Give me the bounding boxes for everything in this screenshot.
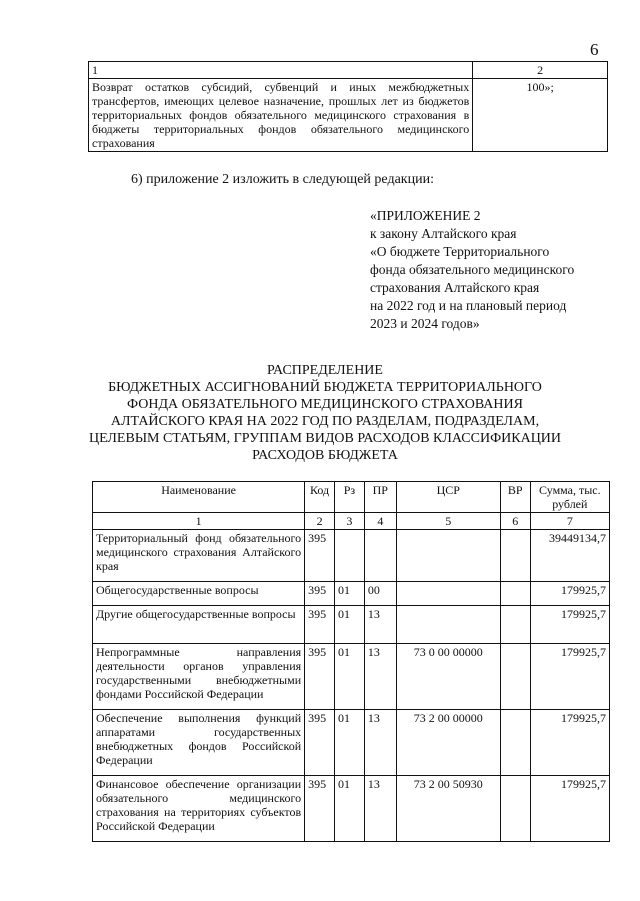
cell-kod: 395 bbox=[305, 644, 335, 710]
cell-csr bbox=[396, 530, 500, 582]
top-table-col1-number: 1 bbox=[89, 62, 473, 79]
cell-rz: 01 bbox=[335, 644, 365, 710]
table-row bbox=[93, 644, 610, 710]
title-line: БЮДЖЕТНЫХ АССИГНОВАНИЙ БЮДЖЕТА ТЕРРИТОРИАЛЬНОГО bbox=[108, 380, 542, 395]
header-name: Наименование bbox=[93, 482, 305, 513]
cell-rz: 01 bbox=[335, 776, 365, 842]
title-line: РАСХОДОВ БЮДЖЕТА bbox=[252, 448, 398, 463]
cell-name: Другие общегосударственные вопросы bbox=[93, 606, 305, 644]
document-title bbox=[80, 362, 570, 464]
appendix-line: фонда обязательного медицинского bbox=[370, 262, 575, 277]
table-row bbox=[93, 776, 610, 842]
cell-vr bbox=[500, 644, 530, 710]
cell-pr: 13 bbox=[364, 606, 396, 644]
column-number: 7 bbox=[530, 513, 609, 530]
top-table-text: Возврат остатков субсидий, субвенций и иных межбюджетных трансфертов, имеющих целевое назначение, прошлых лет из бюджетов территориальных фондов обязательного медицинского страхования в бюджеты территориальных фондов обязательного медицинского страхования bbox=[89, 79, 473, 152]
cell-csr: 73 2 00 50930 bbox=[396, 776, 500, 842]
cell-pr bbox=[364, 530, 396, 582]
cell-rz: 01 bbox=[335, 582, 365, 606]
top-table-code: 100»; bbox=[473, 79, 608, 152]
appendix-header bbox=[370, 207, 630, 333]
cell-rz: 01 bbox=[335, 710, 365, 776]
header-csr: ЦСР bbox=[396, 482, 500, 513]
cell-sum: 179925,7 bbox=[530, 644, 609, 710]
appendix-line: 2023 и 2024 годов» bbox=[370, 316, 480, 331]
appendix-line: к закону Алтайского края bbox=[370, 226, 517, 241]
header-vr: ВР bbox=[500, 482, 530, 513]
appendix-line: «ПРИЛОЖЕНИЕ 2 bbox=[370, 208, 481, 223]
cell-rz bbox=[335, 530, 365, 582]
table-row bbox=[93, 530, 610, 582]
table-column-numbers bbox=[93, 513, 610, 530]
appendix-line: на 2022 год и на плановый период bbox=[370, 298, 567, 313]
cell-name: Непрограммные направления деятельности органов управления государственными внебюджетными фондами Российской Федерации bbox=[93, 644, 305, 710]
cell-sum: 179925,7 bbox=[530, 710, 609, 776]
cell-pr: 13 bbox=[364, 776, 396, 842]
cell-sum: 179925,7 bbox=[530, 606, 609, 644]
appendix-line: страхования Алтайского края bbox=[370, 280, 540, 295]
cell-vr bbox=[500, 776, 530, 842]
cell-vr bbox=[500, 582, 530, 606]
cell-name: Территориальный фонд обязательного медицинского страхования Алтайского края bbox=[93, 530, 305, 582]
table-row bbox=[93, 606, 610, 644]
page-number: 6 bbox=[590, 40, 599, 59]
column-number: 2 bbox=[305, 513, 335, 530]
cell-name: Финансовое обеспечение организации обязательного медицинского страхования на территориях субъектов Российской Федерации bbox=[93, 776, 305, 842]
table-row bbox=[93, 582, 610, 606]
cell-pr: 13 bbox=[364, 710, 396, 776]
title-line: ФОНДА ОБЯЗАТЕЛЬНОГО МЕДИЦИНСКОГО СТРАХОВАНИЯ bbox=[127, 397, 523, 412]
header-kod: Код bbox=[305, 482, 335, 513]
cell-sum: 179925,7 bbox=[530, 582, 609, 606]
header-sum: Сумма, тыс. рублей bbox=[530, 482, 609, 513]
cell-kod: 395 bbox=[305, 710, 335, 776]
cell-kod: 395 bbox=[305, 530, 335, 582]
cell-pr: 13 bbox=[364, 644, 396, 710]
column-number: 1 bbox=[93, 513, 305, 530]
column-number: 3 bbox=[335, 513, 365, 530]
title-line: АЛТАЙСКОГО КРАЯ НА 2022 ГОД ПО РАЗДЕЛАМ, ПОДРАЗДЕЛАМ, bbox=[110, 414, 540, 429]
column-number: 4 bbox=[364, 513, 396, 530]
cell-rz: 01 bbox=[335, 606, 365, 644]
cell-sum: 39449134,7 bbox=[530, 530, 609, 582]
cell-csr: 73 0 00 00000 bbox=[396, 644, 500, 710]
cell-vr bbox=[500, 710, 530, 776]
header-rz: Рз bbox=[335, 482, 365, 513]
column-number: 6 bbox=[500, 513, 530, 530]
cell-kod: 395 bbox=[305, 606, 335, 644]
cell-pr: 00 bbox=[364, 582, 396, 606]
appendix-line: «О бюджете Территориального bbox=[370, 244, 550, 259]
title-line: РАСПРЕДЕЛЕНИЕ bbox=[267, 363, 383, 378]
table-row bbox=[93, 710, 610, 776]
cell-vr bbox=[500, 530, 530, 582]
top-table-col2-number: 2 bbox=[473, 62, 608, 79]
title-line: ЦЕЛЕВЫМ СТАТЬЯМ, ГРУППАМ ВИДОВ РАСХОДОВ КЛАССИФИКАЦИИ bbox=[88, 431, 562, 446]
top-table bbox=[88, 61, 608, 152]
header-pr: ПР bbox=[364, 482, 396, 513]
cell-csr: 73 2 00 00000 bbox=[396, 710, 500, 776]
cell-vr bbox=[500, 606, 530, 644]
cell-sum: 179925,7 bbox=[530, 776, 609, 842]
cell-csr bbox=[396, 582, 500, 606]
cell-name: Обеспечение выполнения функций аппаратами государственных внебюджетных фондов Российской Федерации bbox=[93, 710, 305, 776]
cell-kod: 395 bbox=[305, 582, 335, 606]
cell-kod: 395 bbox=[305, 776, 335, 842]
item-6: 6) приложение 2 изложить в следующей редакции: bbox=[131, 172, 434, 187]
budget-table bbox=[92, 481, 610, 842]
column-number: 5 bbox=[396, 513, 500, 530]
cell-csr bbox=[396, 606, 500, 644]
table-header-row bbox=[93, 482, 610, 513]
cell-name: Общегосударственные вопросы bbox=[93, 582, 305, 606]
